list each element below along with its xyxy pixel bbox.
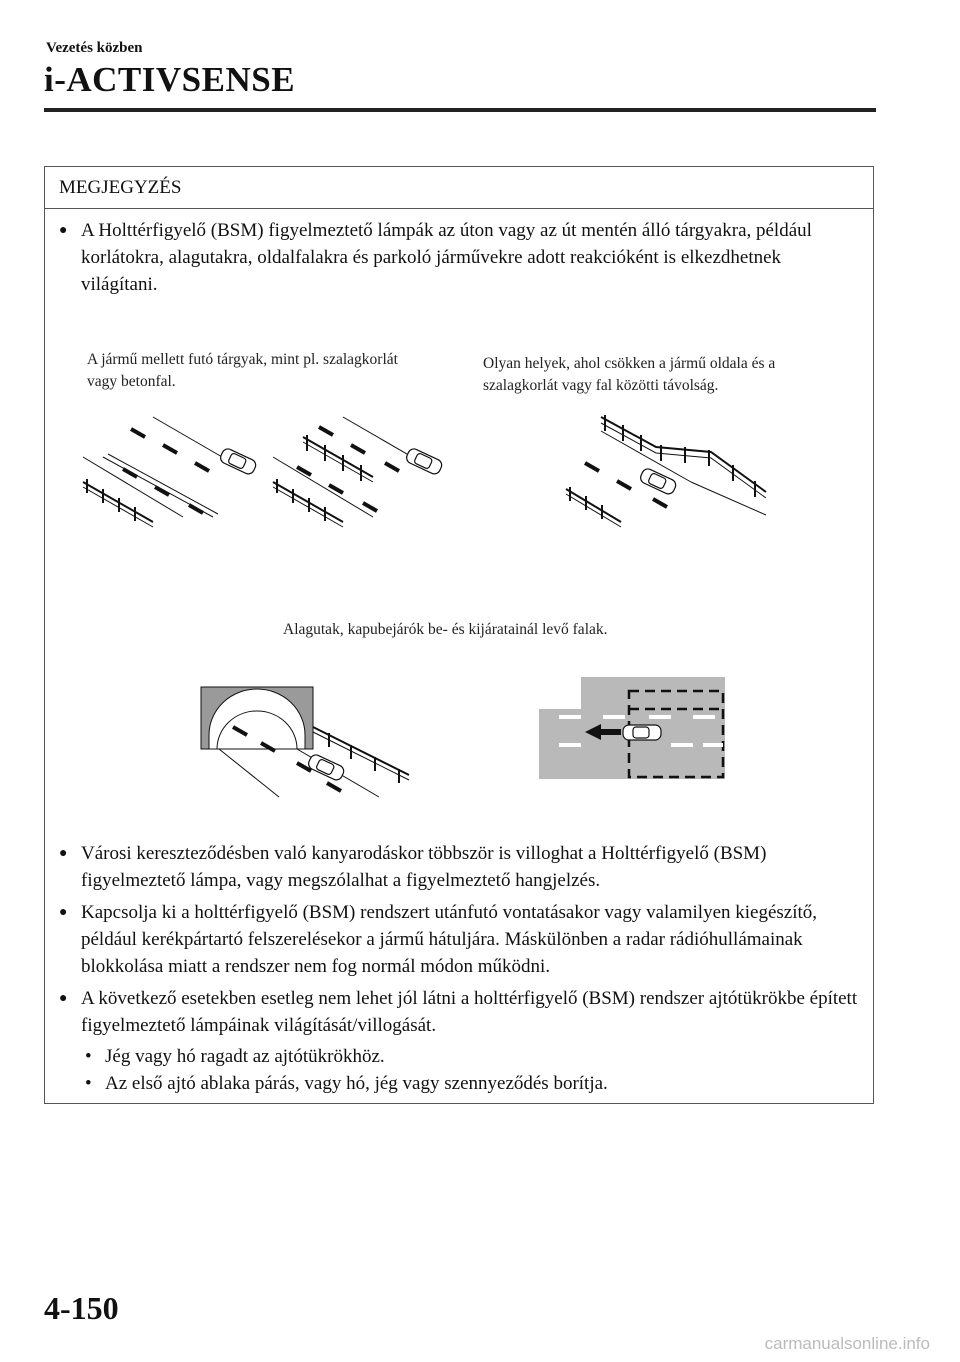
bullet-2 (59, 840, 859, 894)
bullet-text: Kapcsolja ki a holttérfigyelő (BSM) rendszert utánfutó vontatásakor vagy valamilyen kiegészítő, például kerékpártartó felszerelésekor a jármű hátuljára. Máskülönben a radar rádióhullámainak blokkolása miatt a rendszer nem fog normál módon működni. (81, 902, 818, 977)
caption-fig3: Alagutak, kapubejárók be- és kijáratainál levő falak. (283, 621, 608, 638)
figure-tunnel (199, 685, 414, 800)
figure-roadside-barriers (73, 407, 453, 532)
bullet-1 (59, 217, 859, 298)
sub-bullet-dot-icon: • (85, 1073, 92, 1094)
figure-garage-entrance (537, 675, 727, 781)
sub-bullet-text: Az első ajtó ablaka párás, vagy hó, jég vagy szennyeződés borítja. (105, 1073, 608, 1094)
watermark: carmanualsonline.info (764, 1334, 930, 1353)
bullet-3 (59, 899, 859, 980)
sub-bullet-text: Jég vagy hó ragadt az ajtótükrökhöz. (105, 1046, 385, 1067)
caption-fig2: Olyan helyek, ahol csökken a jármű oldala és a szalagkorlát vagy fal közötti távolság. (483, 355, 776, 394)
page-number: 4-150 (44, 1290, 119, 1326)
page-title: i-ACTIVSENSE (44, 60, 296, 99)
title-rule (44, 108, 876, 112)
bullet-dot-icon: ● (59, 905, 68, 920)
bullet-dot-icon: ● (59, 991, 68, 1006)
note-heading: MEGJEGYZÉS (45, 167, 873, 209)
bullet-text: A Holttérfigyelő (BSM) figyelmeztető lámpák az úton vagy az út mentén álló tárgyakra, például korlátokra, alagutakra, oldalfalakra és parkoló járművekre adott reakcióként is elkezdhetnek világítani. (81, 220, 812, 295)
bullet-dot-icon: ● (59, 223, 68, 238)
sub-bullet-1 (85, 1043, 859, 1070)
sub-bullet-dot-icon: • (85, 1046, 92, 1067)
bullet-text: Városi kereszteződésben való kanyarodáskor többször is villoghat a Holttérfigyelő (BSM) figyelmeztető lámpa, vagy megszólalhat a figyelmeztető hangjelzés. (81, 843, 767, 891)
figure-narrowing-barrier (561, 407, 791, 532)
note-box (44, 166, 874, 1104)
sub-bullet-2 (85, 1070, 859, 1097)
bullet-dot-icon: ● (59, 846, 68, 861)
bullet-text: A következő esetekben esetleg nem lehet jól látni a holttérfigyelő (BSM) rendszer ajtótükrökbe épített figyelmeztető lámpáinak világítását/villogását. (81, 988, 858, 1036)
bullet-4 (59, 985, 859, 1039)
section-label: Vezetés közben (46, 40, 143, 56)
caption-fig1: A jármű mellett futó tárgyak, mint pl. szalagkorlát vagy betonfal. (87, 351, 398, 390)
